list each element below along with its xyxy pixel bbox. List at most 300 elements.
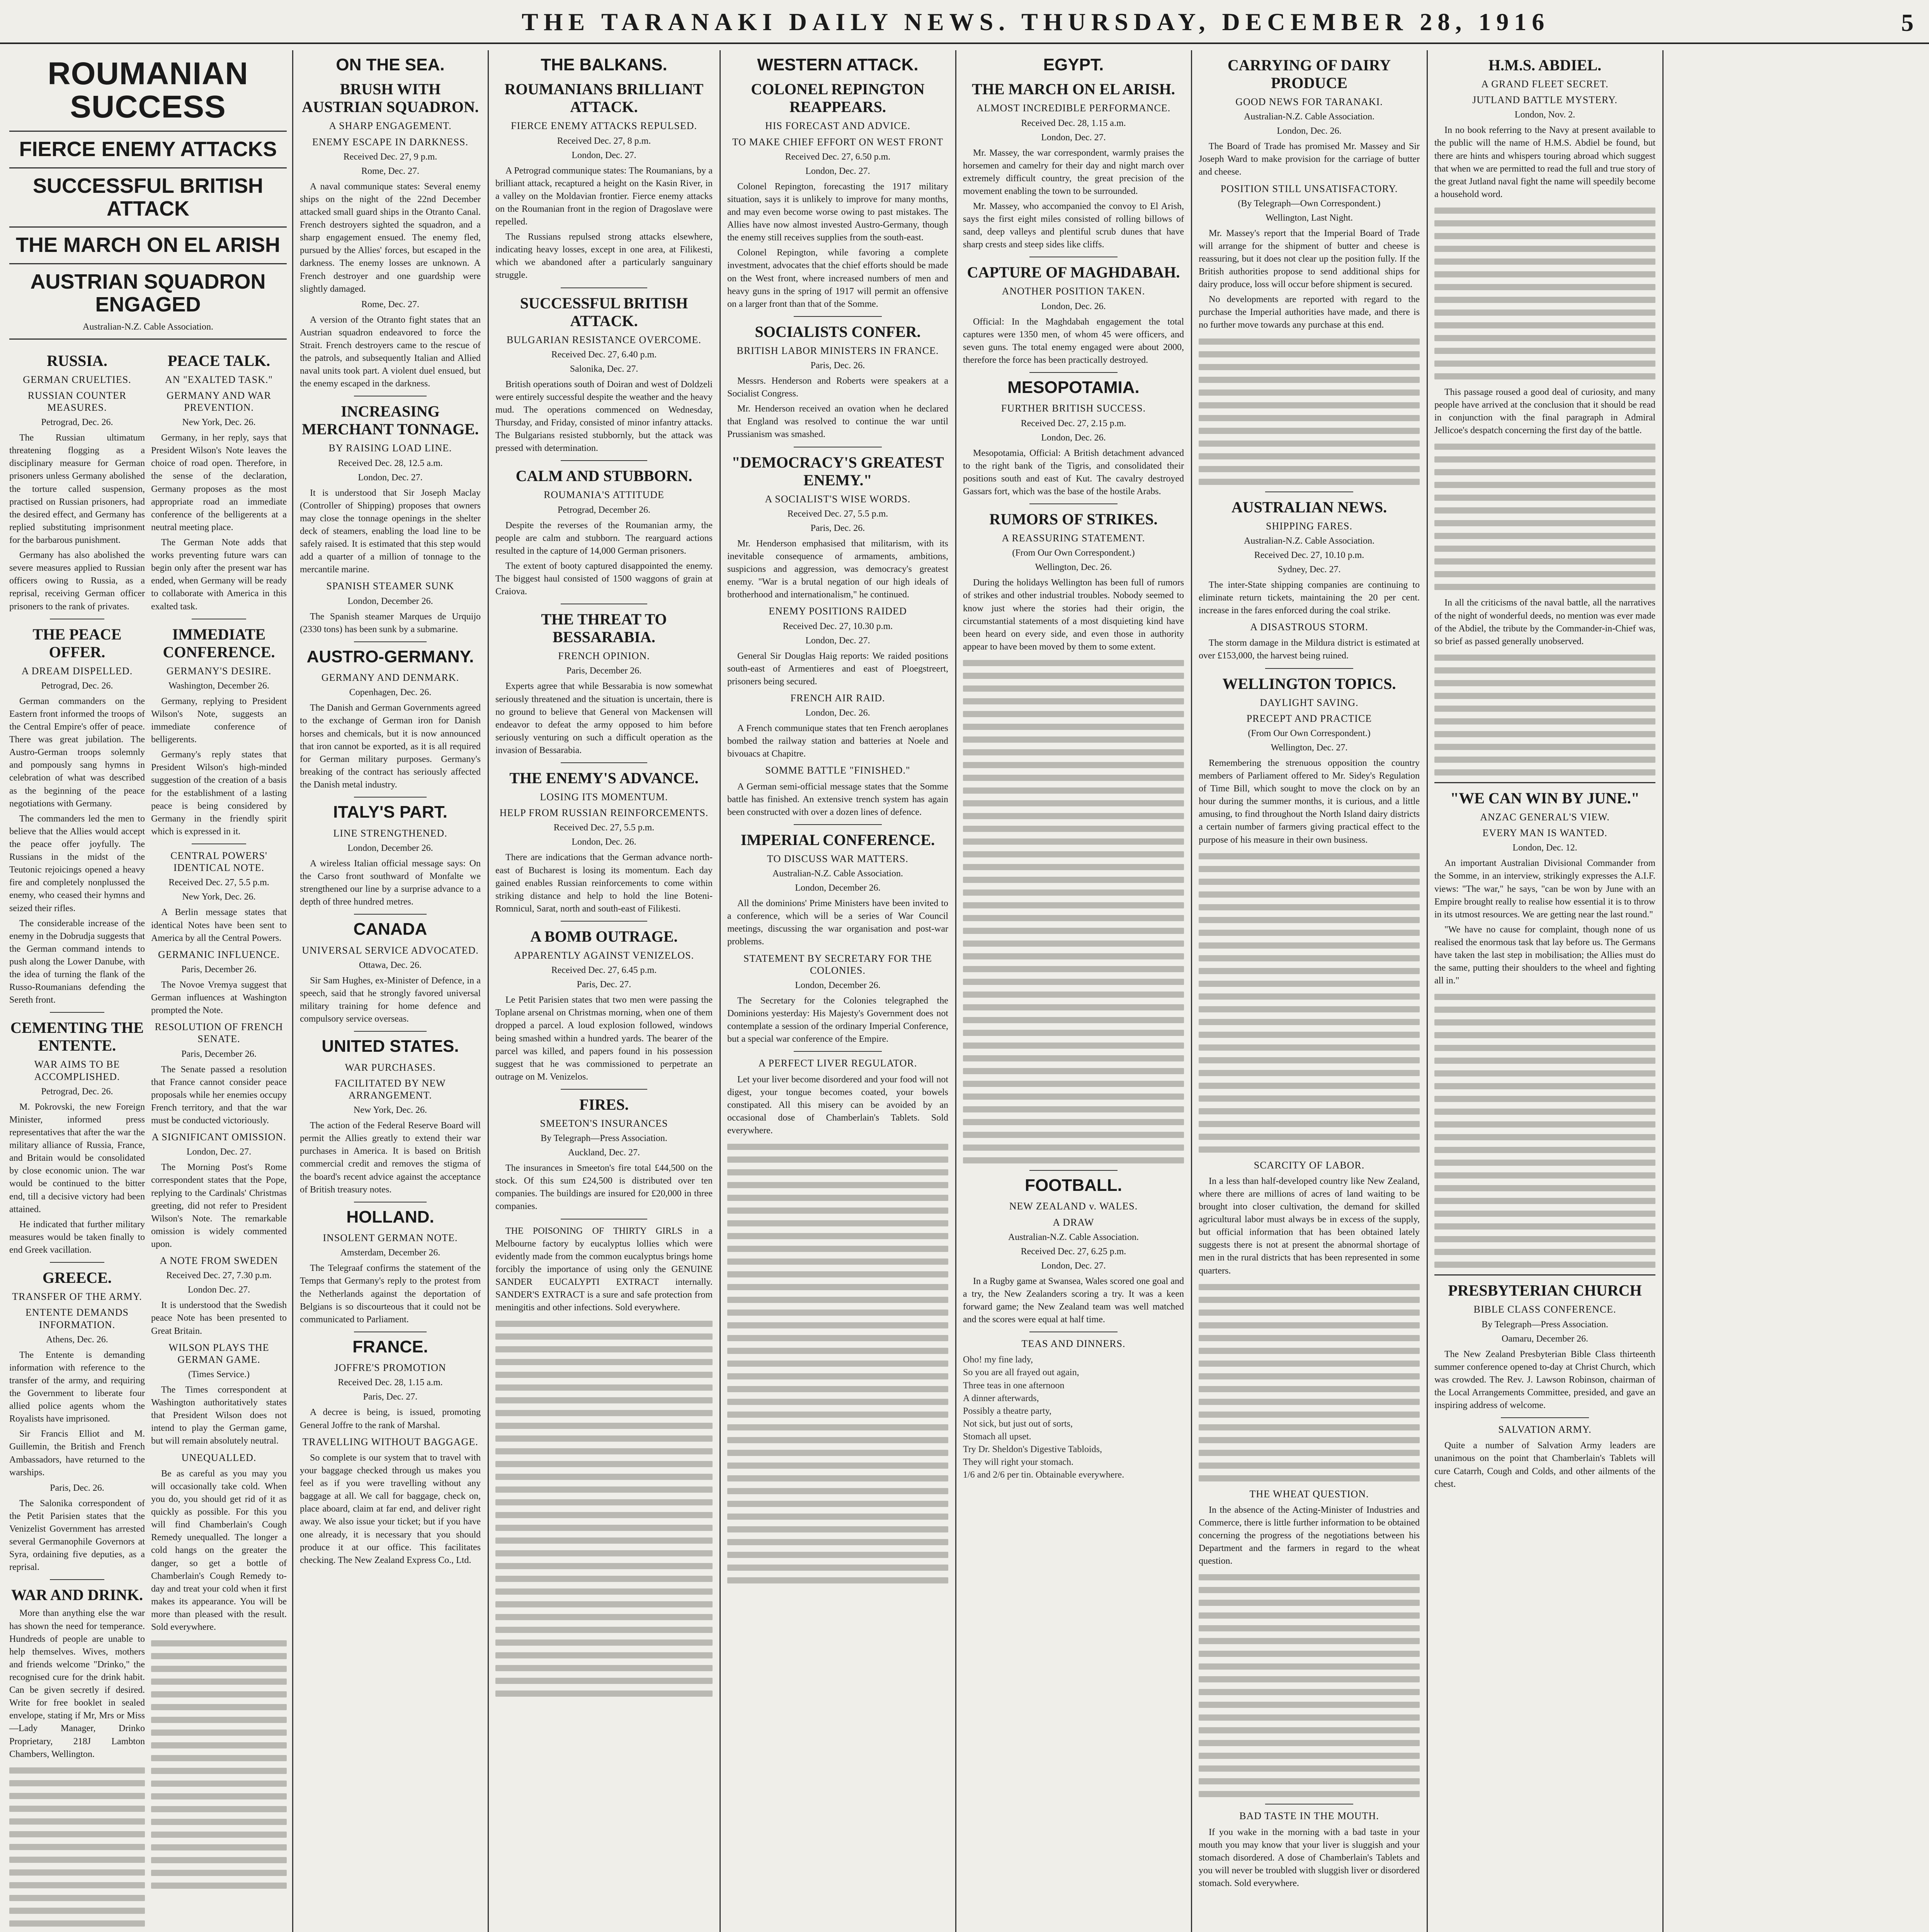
verse-line: A dinner afterwards, — [963, 1393, 1039, 1403]
section-title: UNEQUALLED. — [181, 1452, 257, 1463]
article-text: Sir Sam Hughes, ex-Minister of Defence, in a speech, said that he strongly favored universal military training for home defence and compulsory service overseas. — [300, 975, 481, 1024]
dateline: Washington, December 26. — [168, 680, 269, 691]
received-line: Received Dec. 27, 5.5 p.m. — [553, 823, 655, 833]
section-subtitle: APPARENTLY AGAINST VENIZELOS. — [514, 950, 694, 961]
text-filler — [1434, 994, 1655, 1268]
article-text: The Morning Post's Rome correspondent states that the Pope, replying to the Cardinals' Christmas greeting, did not refer to President Wilson's Note. The remarkable omission is widely commented upon. — [151, 1162, 287, 1249]
masthead — [0, 0, 1929, 44]
dateline: Paris, Dec. 26. — [810, 523, 865, 533]
article-text: General Sir Douglas Haig reports: We raided positions south-east of Armentieres and east of Ploegstreert, prisoners being secured. — [727, 651, 948, 687]
section-title: A PERFECT LIVER REGULATOR. — [758, 1058, 917, 1069]
section-title: WELLINGTON TOPICS. — [1222, 675, 1396, 692]
divider — [561, 460, 648, 461]
source-line: (From Our Own Correspondent.) — [1248, 728, 1371, 738]
section-subtitle: SHIPPING FARES. — [1266, 520, 1352, 532]
section-subtitle: NEW ZEALAND v. WALES. — [1009, 1201, 1138, 1212]
verse-line: Not sick, but just out of sorts, — [963, 1418, 1073, 1429]
dateline: Sydney, Dec. 27. — [1277, 564, 1341, 575]
section-subtitle: TRANSFER OF THE ARMY. — [12, 1291, 142, 1303]
source-line: (Times Service.) — [188, 1369, 250, 1379]
dateline: London, Dec. 27. — [186, 1147, 252, 1157]
dateline: London, December 26. — [347, 843, 433, 853]
dateline: London, Dec. 27. — [1041, 132, 1106, 143]
source-line: By Telegraph—Press Association. — [541, 1133, 667, 1144]
divider — [354, 641, 426, 642]
section-subtitle: A SOCIALIST'S WISE WORDS. — [765, 493, 911, 505]
section-title: TRAVELLING WITHOUT BAGGAGE. — [302, 1436, 478, 1447]
divider — [9, 131, 287, 132]
divider — [50, 1579, 104, 1580]
received-line: Received Dec. 27, 9 p.m. — [343, 151, 437, 162]
source-line: (From Our Own Correspondent.) — [1012, 548, 1135, 558]
column-rule — [488, 50, 489, 1932]
article-text: The German Note adds that works preventing future wars can begin only after the present war has ended, when Germany will be ready to collaborate with America in this exalted task. — [151, 537, 287, 612]
divider — [794, 824, 882, 825]
section-title: CAPTURE OF MAGHDABAH. — [967, 264, 1180, 281]
section-subtitle: BRUSH WITH AUSTRIAN SQUADRON. — [302, 80, 479, 116]
article-text: The action of the Federal Reserve Board will permit the Allies greatly to extend their war purchases in America. It is based on British commercial credit and removes the stigma of the board's recent advice against the acceptance of British treasury notes. — [300, 1121, 481, 1195]
dateline: London Dec. 27. — [187, 1285, 250, 1295]
article-text: The Secretary for the Colonies telegraphed the Dominions yesterday: His Majesty's Government does not contemplate a session of the ordinary Imperial Conference, but a special war conference of the Empire. — [727, 995, 948, 1044]
article-text: Mesopotamia, Official: A British detachment advanced to the right bank of the Tigris, and consolidated their positions south and east of Kut. The cavalry destroyed Gassars fort, which was the base of the hostile Arabs. — [963, 448, 1184, 497]
received-line: Received Dec. 27, 7.30 p.m. — [166, 1270, 272, 1281]
dateline: Rome, Dec. 27. — [361, 299, 419, 310]
text-filler — [9, 1767, 145, 1932]
dateline: Auckland, Dec. 27. — [568, 1148, 640, 1158]
column-1-right — [151, 346, 287, 1932]
section-title: RESOLUTION OF FRENCH SENATE. — [155, 1021, 283, 1045]
source-line: Australian-N.Z. Cable Association. — [1008, 1232, 1139, 1242]
section-subtitle: HIS FORECAST AND ADVICE. — [765, 120, 910, 132]
received-line: Received Dec. 27, 6.40 p.m. — [551, 349, 657, 360]
section-title: SUCCESSFUL BRITISH ATTACK. — [520, 294, 688, 330]
section-subtitle: INSOLENT GERMAN NOTE. — [323, 1232, 458, 1244]
section-subtitle: GERMANY AND WAR PREVENTION. — [167, 389, 271, 413]
section-title: PEACE TALK. — [167, 352, 270, 369]
section-title: INCREASING MERCHANT TONNAGE. — [302, 403, 479, 438]
section-subtitle: A GRAND FLEET SECRET. — [1481, 78, 1609, 90]
divider — [794, 1051, 882, 1052]
article-text: Despite the reverses of the Roumanian army, the people are calm and stubborn. The rearguard actions resulted in the capture of 14,000 German prisoners. — [495, 520, 713, 556]
dateline: Paris, Dec. 26. — [810, 361, 865, 371]
section-subtitle: AN "EXALTED TASK." — [165, 374, 273, 385]
section-title: WAR AND DRINK. — [11, 1586, 143, 1604]
article-text: Official: In the Maghdabah engagement the total captures were 1350 men, of whom 45 were officers, and seven guns. The total enemy engaged were about 2000, therefore the force has been practically destroyed. — [963, 316, 1184, 365]
text-filler — [1434, 655, 1655, 776]
article-text: A Berlin message states that identical Notes have been sent to America by all the Central Powers. — [151, 907, 287, 943]
article-text: Sir Francis Elliot and M. Guillemin, the British and French Ambassadors, have returned to the warships. — [9, 1429, 145, 1478]
verse-line: Three teas in one afternoon — [963, 1380, 1065, 1391]
article-text: Experts agree that while Bessarabia is now somewhat seriously threatened and the situation is uncertain, there is no ground to believe that General von Mackensen will endeavor to defeat the army opposed to him before seriously venturing on such a difficult operation as the invasion of Bessarabia. — [495, 681, 713, 755]
section-subtitle: JUTLAND BATTLE MYSTERY. — [1472, 94, 1618, 106]
section-title: SALVATION ARMY. — [1498, 1424, 1592, 1435]
advertisement-text: Be as careful as you may you will occasionally take cold. When you do, you should get rid of it as quickly as possible. For this you will find Chamberlain's Cough Remedy unequalled. The longer a cold hangs on the greater the danger, so get a bottle of Chamberlain's Cough Remedy to-day and treat your cold when it first makes its appearance. You will be more than pleased with the result. Sold everywhere. — [151, 1468, 287, 1633]
article-text: The storm damage in the Mildura district is estimated at over £153,000, the harvest being ruined. — [1199, 638, 1420, 661]
headline-successful-british-attack: SUCCESSFUL BRITISH ATTACK — [32, 174, 264, 220]
section-title: SOCIALISTS CONFER. — [755, 323, 921, 340]
dateline: London, December 26. — [795, 980, 881, 990]
headline-fierce-enemy-attacks: FIERCE ENEMY ATTACKS — [19, 138, 277, 161]
article-text: Germany has also abolished the severe measures applied to Russian officers owing to Russia, as a reprisal, receiving German officer prisoners to the rank of privates. — [9, 550, 145, 612]
article-text: It is understood that Sir Joseph Maclay (Controller of Shipping) proposes that owners may close the tonnage openings in the shelter deck of steamers, enabling the load line to be safely raised. It is estimated that this step would add a quarter of a million of tonnage to the mercantile marine. — [300, 488, 481, 575]
dateline: London, Nov. 2. — [1514, 110, 1575, 120]
dateline: Athens, Dec. 26. — [46, 1334, 108, 1345]
section-title: ENEMY POSITIONS RAIDED — [769, 605, 907, 617]
dateline: Salonika, Dec. 27. — [570, 364, 638, 374]
article-text: The Novoe Vremya suggest that German influences at Washington prompted the Note. — [151, 980, 287, 1016]
section-title: "WE CAN WIN BY JUNE." — [1450, 789, 1640, 807]
dateline: London, Dec. 26. — [572, 837, 636, 847]
verse-line: Stomach all upset. — [963, 1431, 1031, 1442]
dateline: Paris, Dec. 26. — [50, 1483, 104, 1493]
advertisement-text: Let your liver become disordered and your food will not digest, your tongue becomes coated, your bowels constipated. All this misery can be avoided by an occasional dose of Chamberlain's Tablets. Sold everywhere. — [727, 1074, 948, 1136]
article-text: Remembering the strenuous opposition the country members of Parliament offered to Mr. Sidey's Regulation of Time Bill, which sought to move the clock on by an hour during the summer months, it is curious, and a little amusing, to find throughout the North Island dairy districts a certain number of farmers giving practical effect to the purpose of his measure in their own business. — [1199, 758, 1420, 845]
section-title: STATEMENT BY SECRETARY FOR THE COLONIES. — [743, 952, 932, 976]
article-text: In the absence of the Acting-Minister of Industries and Commerce, there is little further information to be obtained concerning the progress of the negotiations between his Department and the farmers in regard to the wheat question. — [1199, 1505, 1420, 1566]
article-text: The Board of Trade has promised Mr. Massey and Sir Joseph Ward to make provision for the carriage of butter and cheese. — [1199, 141, 1420, 177]
received-line: Received Dec. 27, 8 p.m. — [557, 136, 651, 146]
section-subtitle: UNIVERSAL SERVICE ADVOCATED. — [302, 944, 479, 956]
divider — [9, 226, 287, 228]
section-subtitle: TO DISCUSS WAR MATTERS. — [767, 853, 908, 864]
article-text: The extent of booty captured disappointed the enemy. The biggest haul consisted of 1500 waggons of grain at Craiova. — [495, 561, 713, 597]
column-6 — [1193, 50, 1425, 1932]
divider — [50, 1262, 104, 1263]
section-subtitle: RUSSIAN COUNTER MEASURES. — [27, 389, 127, 413]
advertisement-text: THE POISONING OF THIRTY GIRLS in a Melbourne factory by eucalyptus lollies which were evidently made from the common eucalyptus brings home forcibly the importance of using only the GENUINE SANDER EUCALYPTI EXTRACT internally. SANDER'S EXTRACT is a sure and safe protection from meningitis and other infections. Sold everywhere. — [495, 1226, 713, 1313]
dateline: New York, Dec. 26. — [354, 1105, 427, 1116]
headline-march-el-arish: THE MARCH ON EL ARISH — [15, 233, 281, 257]
section-title: EGYPT. — [1043, 55, 1104, 74]
section-subtitle: GERMAN CRUELTIES. — [23, 374, 131, 385]
section-subtitle: ENEMY ESCAPE IN DARKNESS. — [312, 136, 468, 148]
column-rule — [1662, 50, 1664, 1932]
article-text: The Spanish steamer Marques de Urquijo (2330 tons) has been sunk by a submarine. — [300, 611, 481, 634]
article-text: No developments are reported with regard to the purchase the Imperial authorities have made, and there is no further move towards any purchase at this end. — [1199, 294, 1420, 330]
dateline: Rome, Dec. 27. — [361, 166, 419, 176]
column-1 — [4, 50, 292, 1932]
advertisement-text: Quite a number of Salvation Army leaders are unanimous on the point that Chamberlain's Tablets will cure Catarrh, Cough and Colds, and other ailments of the chest. — [1434, 1440, 1655, 1489]
section-subtitle: ANZAC GENERAL'S VIEW. — [1480, 811, 1610, 823]
section-title: FIRES. — [579, 1095, 629, 1113]
column-rule — [1427, 50, 1428, 1932]
divider — [561, 1089, 648, 1090]
dateline: Oamaru, December 26. — [1502, 1333, 1588, 1344]
section-title: WESTERN ATTACK. — [757, 55, 919, 74]
section-subtitle: JOFFRE'S PROMOTION — [334, 1362, 446, 1374]
dateline: London, Dec. 27. — [1041, 1260, 1106, 1271]
divider — [1434, 1274, 1655, 1276]
section-title: AUSTRALIAN NEWS. — [1231, 498, 1387, 516]
divider — [1029, 1170, 1118, 1171]
section-subtitle: ALMOST INCREDIBLE PERFORMANCE. — [976, 102, 1171, 114]
section-subtitle: GERMANY'S DESIRE. — [166, 665, 272, 677]
dateline: New York, Dec. 26. — [182, 417, 256, 428]
section-subtitle: ENTENTE DEMANDS INFORMATION. — [25, 1307, 129, 1330]
section-subtitle: A SHARP ENGAGEMENT. — [329, 120, 452, 132]
article-text: In all the criticisms of the naval battle, all the narratives of the night of wonderful deeds, no mention was ever made of the Abdiel, the tribute by the Commander-in-Chief was, so brief as passed generally unobserved. — [1434, 598, 1655, 646]
article-text: There are indications that the German advance north-east of Bucharest is losing its momentum. Each day gained enables Russian reinforcements to come within striking distance and help to hold the line Boteni-Romnicul, Sarat, north and south-east of Filikesti. — [495, 852, 713, 914]
article-text: Messrs. Henderson and Roberts were speakers at a Socialist Congress. — [727, 376, 948, 399]
article-text: The considerable increase of the enemy in the Dobrudja suggests that the German command intends to push along the Lower Danube, with the idea of turning the flank of the Russo-Roumanians defending the Sereth front. — [9, 918, 145, 1005]
divider — [1501, 1417, 1589, 1418]
dateline: London, December 26. — [795, 883, 881, 893]
source-line: By Telegraph—Press Association. — [1482, 1319, 1608, 1330]
section-subtitle: EVERY MAN IS WANTED. — [1482, 827, 1608, 839]
article-text: Mr. Massey, who accompanied the convoy to El Arish, says the first eight miles consisted of rolling billows of sand, deep valleys and plentiful scrub dunes that have sharp crests and steep sides like cliffs. — [963, 201, 1184, 250]
article-text: German commanders on the Eastern front informed the troops of the Central Empire's offer of peace. There was great jubilation. The Austro-German troops solemnly and pompously sang hymns in celebration of what was described as the beginning of the peace negotiations with Germany. — [9, 696, 145, 809]
section-subtitle: FACILITATED BY NEW ARRANGEMENT. — [335, 1077, 446, 1101]
section-title: IMPERIAL CONFERENCE. — [740, 831, 935, 849]
article-text: Germany's reply states that President Wilson's high-minded suggestion of the creation of a basis for the establishment of a lasting peace is being considered by Germany in the friendly spirit which is expressed in it. — [151, 750, 287, 837]
section-subtitle: PRECEPT AND PRACTICE — [1246, 713, 1372, 724]
article-text: M. Pokrovski, the new Foreign Minister, informed press representatives that after the war the military alliance of Russia, France, and Britain would be consolidated by close economic union. The war would be continued to the bitter end, till a decisive victory had been attained. — [9, 1102, 145, 1214]
section-subtitle: TO MAKE CHIEF EFFORT ON WEST FRONT — [732, 136, 944, 148]
received-line: Received Dec. 27, 6.50 p.m. — [785, 151, 891, 162]
dateline: Wellington, Dec. 27. — [1271, 742, 1348, 753]
column-rule — [1191, 50, 1192, 1932]
divider — [1029, 503, 1118, 504]
dateline: Petrograd, Dec. 26. — [41, 417, 113, 428]
section-title: FRENCH AIR RAID. — [790, 692, 885, 704]
section-title: CALM AND STUBBORN. — [515, 467, 692, 485]
article-text: Colonel Repington, while favoring a complete investment, advocates that the chief efforts should be made on the West front, where increased numbers of men and heavy guns in the spring of 1917 will permit an offensive on a larger front than that of the Somme. — [727, 248, 948, 309]
dateline: Copenhagen, Dec. 26. — [349, 687, 432, 698]
column-3 — [490, 50, 718, 1932]
source-line: (By Telegraph—Own Correspondent.) — [1238, 198, 1381, 209]
dateline: London, Dec. 26. — [1277, 126, 1342, 136]
received-line: Received Dec. 27, 5.5 p.m. — [168, 878, 269, 888]
received-line: Received Dec. 28, 1.15 a.m. — [1021, 118, 1126, 128]
text-filler — [1434, 444, 1655, 590]
article-text: In a Rugby game at Swansea, Wales scored one goal and a try, the New Zealanders scoring a try. It was a keen forward game; the New Zealand team was well matched and the scores were equal at half time. — [963, 1276, 1184, 1325]
received-line: Received Dec. 27, 6.25 p.m. — [1021, 1246, 1126, 1257]
section-title: A NOTE FROM SWEDEN — [160, 1255, 278, 1267]
received-line: Received Dec. 27, 6.45 p.m. — [551, 965, 657, 976]
dateline: Amsterdam, December 26. — [340, 1248, 441, 1258]
verse-line: 1/6 and 2/6 per tin. Obtainable everywhere. — [963, 1470, 1124, 1480]
text-filler — [1199, 1574, 1420, 1797]
section-subtitle: LINE STRENGTHENED. — [333, 827, 447, 839]
article-text: A wireless Italian official message says: On the Carso front southward of Monfalte we strengthened our line by a surprise advance to a depth of three hundred metres. — [300, 858, 481, 907]
article-text: An important Australian Divisional Commander from the Somme, in an interview, strikingly expresses the A.I.F. views: "The war," he says, "can be won by June with an Empire brought really to realise how essential it is to throw in its utmost resources. We are getting near the last round." — [1434, 858, 1655, 920]
dateline: Paris, Dec. 27. — [577, 980, 631, 990]
article-text: The Senate passed a resolution that France cannot consider peace proposals while her enemies occupy French territory, and that the war must be conducted victoriously. — [151, 1064, 287, 1126]
section-title: HOLLAND. — [346, 1207, 434, 1226]
verse-line: They will right your stomach. — [963, 1457, 1073, 1468]
section-title: CENTRAL POWERS' IDENTICAL NOTE. — [170, 850, 267, 874]
article-text: All the dominions' Prime Ministers have been invited to a conference, which will be a series of War Council meetings, discussing the war organisation and post-war problems. — [727, 898, 948, 947]
received-line: Received Dec. 27, 10.10 p.m. — [1254, 550, 1364, 560]
article-text: Mr. Henderson received an ovation when he declared that England was resolved to continue the war until Prussianism was smashed. — [727, 404, 948, 440]
column-4 — [722, 50, 954, 1932]
divider — [50, 1012, 104, 1013]
dateline: Paris, December 26. — [566, 666, 642, 676]
dateline: Paris, Dec. 27. — [363, 1392, 418, 1402]
article-text: Mr. Massey's report that the Imperial Board of Trade will arrange for the shipment of butter and cheese is reassuring, but it does not clear up the position fully. If the British authorities propose to send additional ships for dairy produce, loss will occur before shipment is secured. — [1199, 228, 1420, 290]
section-subtitle: FRENCH OPINION. — [558, 650, 650, 662]
section-subtitle: BIBLE CLASS CONFERENCE. — [1473, 1304, 1616, 1315]
column-rule — [720, 50, 721, 1932]
article-text: The insurances in Smeeton's fire total £44,500 on the stock. Of this sum £24,500 is distributed over ten companies. The buildings are insured for £20,000 in three companies. — [495, 1163, 713, 1212]
article-text: The Salonika correspondent of the Petit Parisien states that the Venizelist Government has arrested several Germanophile Governors at Syra, ordaining five deputies, as a reprisal. — [9, 1498, 145, 1573]
article-text: The commanders led the men to believe that the Allies would accept the peace offer joyfully. The Russians in the midst of the Teutonic rejoicings opened a heavy fire and completely nonplussed the enemy, who ceased their hymns and seized their rifles. — [9, 813, 145, 913]
article-text: A Petrograd communique states: The Roumanians, by a brilliant attack, recaptured a height on the Kasin River, in a valley on the Moldavian frontier. Fierce enemy attacks on the Roumanian front in the region of Dragoslave were repelled. — [495, 165, 713, 227]
verse-line: Oho! my fine lady, — [963, 1355, 1033, 1365]
article-text: The Entente is demanding information with reference to the transfer of the army, and requiring the Government to liberate four allied police agents whom the Royalists have imprisoned. — [9, 1350, 145, 1424]
article-text: A decree is being, is issued, promoting General Joffre to the rank of Marshal. — [300, 1407, 481, 1430]
section-title: AUSTRO-GERMANY. — [306, 647, 474, 666]
section-title: GREECE. — [43, 1269, 112, 1287]
article-text: A French communique states that ten French aeroplanes bombed the railway station and batteries at Noele and bivouacs at Chapitre. — [727, 723, 948, 759]
section-title: PRESBYTERIAN CHURCH — [1448, 1282, 1642, 1299]
section-title: THE PEACE OFFER. — [32, 625, 122, 661]
section-subtitle: A REASSURING STATEMENT. — [1002, 532, 1145, 544]
column-7 — [1429, 50, 1661, 1932]
article-text: The Russians repulsed strong attacks elsewhere, indicating heavy losses, except in one area, at Filikesti, which we abandoned after a particularly sanguinary struggle. — [495, 232, 713, 281]
text-filler — [1199, 853, 1420, 1153]
section-subtitle: WAR AIMS TO BE ACCOMPLISHED. — [34, 1059, 120, 1082]
divider — [9, 263, 287, 264]
section-title: CARRYING OF DAIRY PRODUCE — [1227, 56, 1391, 92]
cable-association: Australian-N.Z. Cable Association. — [83, 321, 213, 332]
section-title: A DISASTROUS STORM. — [1250, 621, 1368, 633]
verse-line: So you are all frayed out again, — [963, 1367, 1079, 1378]
dateline: London, Dec. 27. — [805, 166, 870, 176]
verse-line: Try Dr. Sheldon's Digestive Tabloids, — [963, 1444, 1102, 1455]
text-filler — [151, 1640, 287, 1889]
received-line: Received Dec. 27, 5.5 p.m. — [787, 509, 888, 519]
article-text: In no book referring to the Navy at present available to the public will the name of H.M.S. Abdiel be found, but there are hints and whispers touring abroad which suggest that when we are permitted to read the full and true story of the great Jutland naval fight the name will speedily become a household word. — [1434, 125, 1655, 199]
text-filler — [1434, 207, 1655, 379]
section-subtitle: FURTHER BRITISH SUCCESS. — [1001, 403, 1146, 414]
article-text: British operations south of Doiran and west of Doldzeli were entirely successful despite the weather and the heavy mud. The operations commenced on Wednesday, Thursday, and Friday, consisted of minor infantry attacks. The Bulgarians resisted stubbornly, but the attack was pressed with determination. — [495, 379, 713, 454]
section-subtitle: ROUMANIANS BRILLIANT ATTACK. — [504, 80, 704, 116]
received-line: Received Dec. 27, 10.30 p.m. — [782, 621, 893, 631]
section-title: CEMENTING THE ENTENTE. — [10, 1019, 144, 1054]
text-filler — [495, 1321, 713, 1697]
advertisement-text: More than anything else the war has shown the need for temperance. Hundreds of people are unable to help themselves. Wives, mothers and friends welcome "Drinko," the recognised cure for the drink habit. Can be given secretly if desired. Write for free booklet in sealed envelope, stating if Mr, Mrs or Miss—Lady Manager, Drinko Proprietary, 218J Lambton Chambers, Wellington. — [9, 1608, 145, 1759]
section-title: THE BALKANS. — [541, 55, 667, 74]
article-text: The Russian ultimatum threatening flogging as a disciplinary measure for German prisoners unless Germany abolished the torture called suspension, practised on Russian prisoners, had the desired effect, and Germany has replied substituting imprisonment for the barbarous punishment. — [9, 433, 145, 545]
section-subtitle: ANOTHER POSITION TAKEN. — [1002, 286, 1145, 297]
section-subtitle: SMEETON'S INSURANCES — [540, 1117, 668, 1129]
dateline: London, Dec. 12. — [1512, 843, 1577, 853]
text-filler — [963, 660, 1184, 1163]
dateline: London, Dec. 27. — [572, 150, 636, 160]
dateline: London, Dec. 26. — [805, 708, 870, 718]
section-title: SOMME BATTLE "FINISHED." — [765, 765, 910, 776]
article-text: The New Zealand Presbyterian Bible Class thirteenth summer conference opened to-day at Christ Church, which was crowded. The Rev. J. Lawson Robinson, chairman of the Local Arrangements Committee, presided, and gave an inspiring address of welcome. — [1434, 1349, 1655, 1410]
divider — [354, 797, 426, 798]
section-title: SCARCITY OF LABOR. — [1254, 1159, 1365, 1171]
divider — [561, 921, 648, 922]
section-title: "DEMOCRACY'S GREATEST ENEMY." — [731, 453, 944, 489]
section-title: IMMEDIATE CONFERENCE. — [163, 625, 275, 661]
headline-roumanian-success: ROUMANIAN SUCCESS — [48, 56, 248, 125]
divider — [354, 914, 426, 915]
article-text: Germany, in her reply, says that President Wilson's Note leaves the choice of road open. Therefore, in the sense of the declaration, Germany proposes as the most appropriate road an immediate conference of the belligerents at a neutral meeting place. — [151, 433, 287, 532]
column-2 — [294, 50, 486, 1932]
article-text: It is understood that the Swedish peace Note has been presented to Great Britain. — [151, 1300, 287, 1336]
dateline: Ottawa, Dec. 26. — [359, 960, 422, 970]
section-title: THE WHEAT QUESTION. — [1249, 1488, 1369, 1500]
divider — [354, 1031, 426, 1032]
source-line: Australian-N.Z. Cable Association. — [1244, 112, 1374, 122]
page-number: 5 — [1901, 9, 1914, 36]
article-text: A naval communique states: Several enemy ships on the night of the 22nd December attacked small guard ships in the Otranto Canal. French destroyers sighted the squadron, and a sharp engagement ensued. The enemy fled, pursued by the Allies' forces, but escaped in the darkness. The enemy losses are unknown. A French destroyer and one guardship were slightly damaged. — [300, 181, 481, 294]
article-text: A version of the Otranto fight states that an Austrian squadron endeavored to force the Strait. French destroyers came to the rescue of the patrols, and subsequently Italian and Allied naval units took part. A violent duel ensued, but the enemy escaped in the darkness. — [300, 315, 481, 389]
section-title: A BOMB OUTRAGE. — [530, 928, 678, 946]
section-subtitle: GOOD NEWS FOR TARANAKI. — [1235, 96, 1383, 107]
divider — [1029, 372, 1118, 373]
divider — [794, 316, 882, 317]
dateline: Petrograd, Dec. 26. — [41, 680, 113, 691]
section-subtitle: GERMANY AND DENMARK. — [321, 672, 459, 684]
dateline: Petrograd, Dec. 26. — [41, 1086, 113, 1097]
section-title: MESOPOTAMIA. — [1007, 378, 1140, 397]
section-subtitle: WAR PURCHASES. — [345, 1061, 436, 1073]
dateline: London, Dec. 26. — [1041, 432, 1106, 443]
section-title: H.M.S. ABDIEL. — [1488, 56, 1602, 74]
received-line: Received Dec. 28, 12.5 a.m. — [338, 458, 443, 468]
source-line: Australian-N.Z. Cable Association. — [1244, 536, 1374, 546]
dateline: Petrograd, December 26. — [558, 505, 650, 515]
dateline: Paris, December 26. — [181, 1049, 257, 1059]
column-5 — [958, 50, 1189, 1932]
dateline: London, December 26. — [347, 596, 433, 606]
column-1-left — [9, 346, 145, 1932]
section-title: FRANCE. — [352, 1337, 428, 1356]
section-title: WILSON PLAYS THE GERMAN GAME. — [168, 1342, 269, 1365]
text-filler — [727, 1144, 948, 1583]
section-title: TEAS AND DINNERS. — [1021, 1338, 1126, 1350]
article-text: "We have no cause for complaint, though none of us realised the enormous task that lay before us. The Germans have taken the last step in mobilisation; the Allies must do the same, putting their shoulders to the wheel and fighting all in." — [1434, 924, 1655, 986]
dateline: New York, Dec. 26. — [182, 892, 256, 902]
article-text: Colonel Repington, forecasting the 1917 military situation, says it is unlikely to improve for many months, and may even become worse owing to past mistakes. The Allies have now almost invested Austro-Germany, though the enemy still receives supplies from the south-east. — [727, 181, 948, 243]
section-title: SPANISH STEAMER SUNK — [326, 580, 454, 592]
text-filler — [1199, 1284, 1420, 1481]
dateline: Wellington, Dec. 26. — [1035, 562, 1112, 573]
article-text: Le Petit Parisien states that two men were passing the Toplane arsenal on Christmas morning, when one of them dropped a parcel. A loud explosion followed, windows being smashed within a hundred yards. The bearer of the parcel was killed, and papers found in his possession suggest that he was commissioned to perpetrate an outrage on M. Venizelos. — [495, 995, 713, 1082]
section-title: GERMANIC INFLUENCE. — [158, 949, 280, 960]
article-text: In a less than half-developed country like New Zealand, where there are millions of acres of land waiting to be brought into closer cultivation, the demand for skilled agricultural labor must always be in excess of the supply, but official information that has been obtained lately suggests there is not at present the abnormal shortage of men in the rural districts that has been represented in some quarters. — [1199, 1176, 1420, 1276]
article-text: Mr. Massey, the war correspondent, warmly praises the horsemen and camelry for their day and night march over extremely difficult country, the great precision of the movement enabling the town to be surrounded. — [963, 148, 1184, 196]
received-line: Received Dec. 28, 1.15 a.m. — [338, 1378, 443, 1388]
article-text: A German semi-official message states that the Somme battle has finished. An extensive trench system has again been constructed with over a dozen lines of defence. — [727, 781, 948, 817]
article-text: During the holidays Wellington has been full of rumors of strikes and other industrial troubles. Nobody seemed to know just where the stories had their origin, the circumstantial statements of a most disquieting kind have been heard on every side, and even those in authority appear to have been moved by them to some extent. — [963, 578, 1184, 652]
verse-line: Possibly a theatre party, — [963, 1406, 1052, 1416]
source-line: Australian-N.Z. Cable Association. — [772, 869, 903, 879]
article-text: The inter-State shipping companies are continuing to eliminate return tickets, maintaining the 20 per cent. increase in the fares enforced during the coal strike. — [1199, 580, 1420, 616]
section-title: ON THE SEA. — [336, 55, 445, 74]
column-rule — [292, 50, 293, 1932]
section-subtitle: THE MARCH ON EL ARISH. — [972, 80, 1175, 98]
column-rule — [955, 50, 956, 1932]
section-title: RUMORS OF STRIKES. — [989, 510, 1158, 528]
article-text: The Danish and German Governments agreed to the exchange of German iron for Danish horses and chemicals, but it is now announced that iron cannot be exported, as it is all required for German military purposes. Germany's breaking of the contract has seriously affected the Danish metal industry. — [300, 703, 481, 790]
article-text: Mr. Henderson emphasised that militarism, with its inevitable consequence of armaments, ambitions, suspicions and aggression, was democracy's greatest enemy. "War is a brutal negation of our high ideals of brotherhood and internationalism," he continued. — [727, 538, 948, 600]
section-title: POSITION STILL UNSATISFACTORY. — [1220, 183, 1398, 194]
column-1-split — [9, 346, 287, 1932]
section-subtitle: BULGARIAN RESISTANCE OVERCOME. — [507, 334, 701, 345]
section-title: THE THREAT TO BESSARABIA. — [541, 611, 667, 646]
section-title: FOOTBALL. — [1025, 1175, 1122, 1195]
section-title: UNITED STATES. — [322, 1037, 459, 1056]
divider — [9, 338, 287, 340]
section-subtitle: COLONEL REPINGTON REAPPEARS. — [751, 80, 925, 116]
section-subtitle: A DREAM DISPELLED. — [21, 665, 133, 677]
